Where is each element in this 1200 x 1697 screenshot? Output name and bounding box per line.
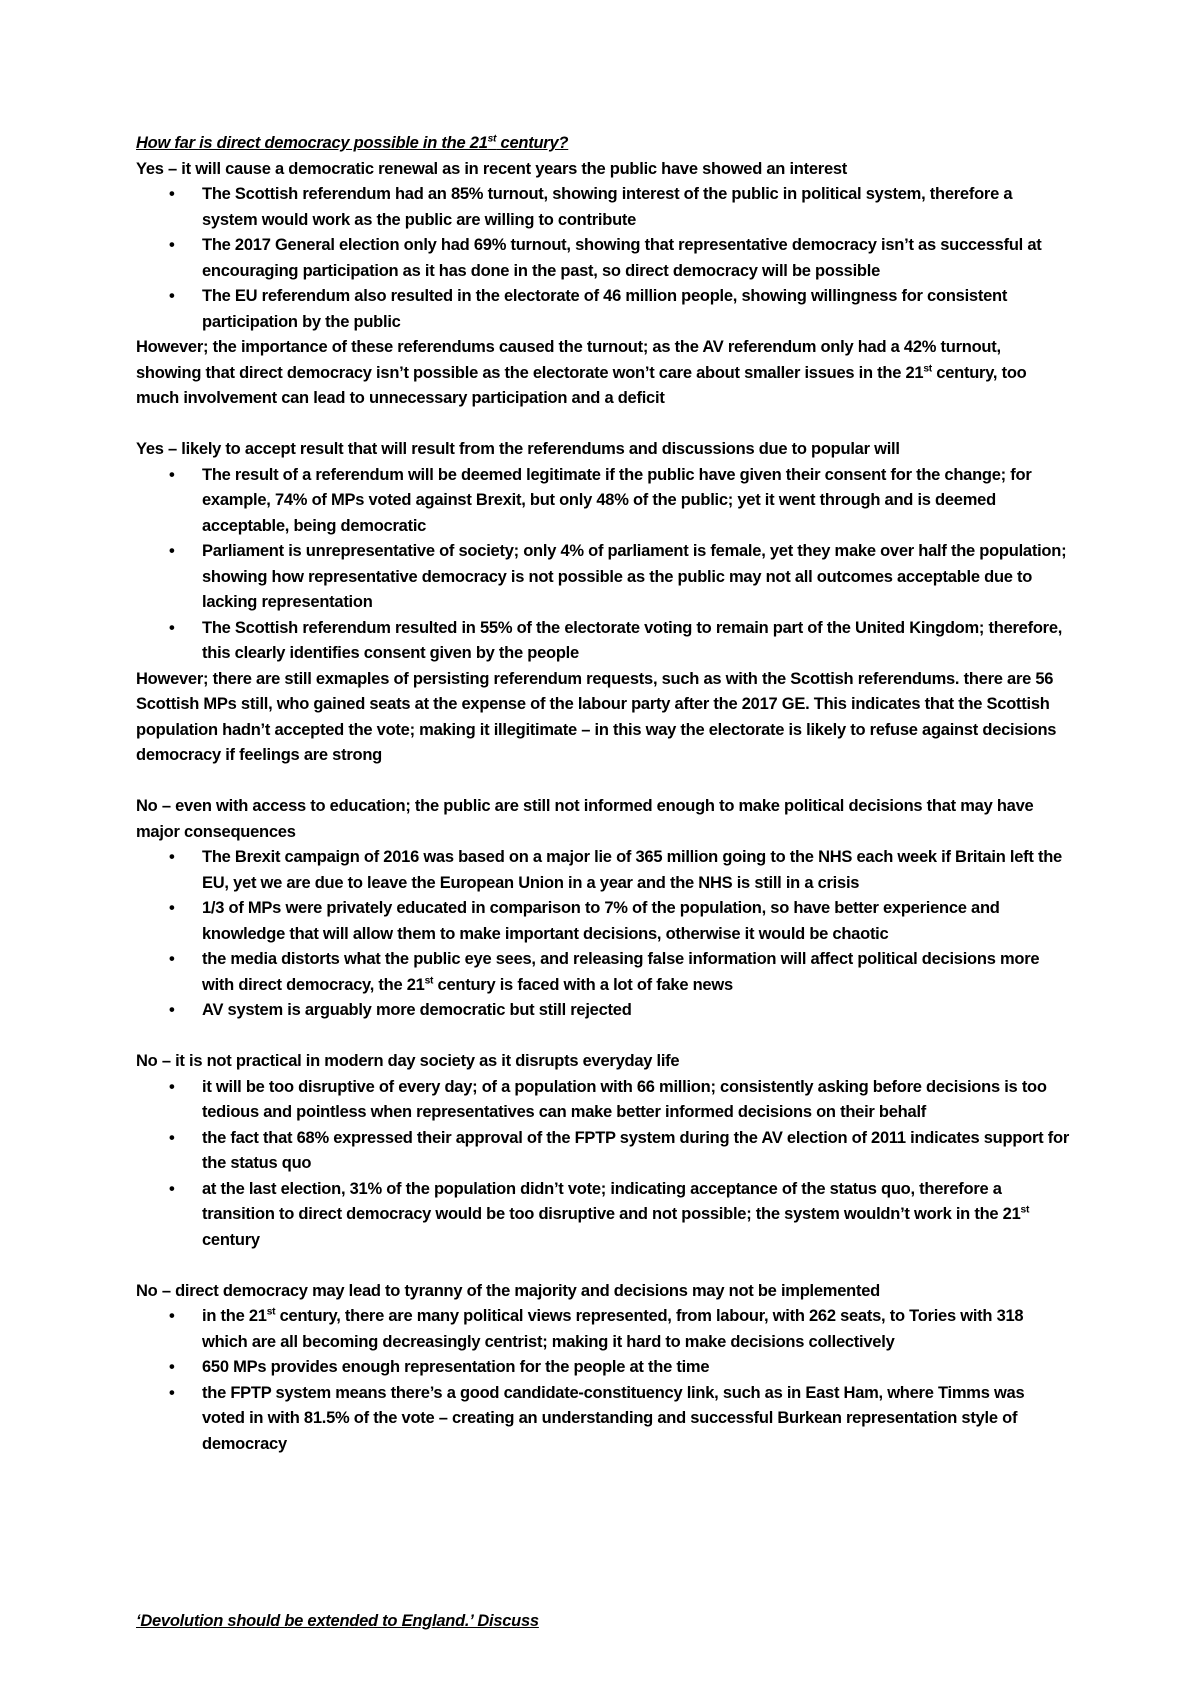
- bullet-icon: [169, 1075, 175, 1101]
- counter-argument: However; there are still exmaples of persisting referendum requests, such as with the Scottish referendums. there are 56 Scottish MPs still, who gained seats at the expense of the labour party after the 2017 GE. This indicates that the Scottish population hadn’t accepted the vote; making it illegitimate – in this way the electorate is likely to refuse against decisions democracy if feelings are strong: [136, 669, 1057, 764]
- bullet-text: 650 MPs provides enough representation for the people at the time: [202, 1358, 710, 1376]
- list-item: [136, 998, 1070, 1024]
- bullet-text: The 2017 General election only had 69% turnout, showing that representative democracy isn’t as successful at encouraging participation as it has done in the past, so direct democracy will be possible: [202, 236, 1042, 280]
- section-yes-accept-results: [136, 437, 1070, 769]
- list-item: [136, 463, 1070, 540]
- next-question-title: ‘Devolution should be extended to England.’ Discuss: [136, 1612, 539, 1630]
- list-item: [136, 233, 1070, 284]
- bullet-icon: [169, 947, 175, 973]
- section-no-tyranny-of-majority: [136, 1279, 1070, 1458]
- bullet-icon: [169, 1126, 175, 1152]
- list-item: [136, 947, 1070, 998]
- bullet-text: 1/3 of MPs were privately educated in comparison to 7% of the population, so have better experience and knowledge that will allow them to make important decisions, otherwise it would be chaotic: [202, 899, 1000, 943]
- list-item: [136, 1075, 1070, 1126]
- bullet-text: AV system is arguably more democratic but still rejected: [202, 1001, 632, 1019]
- bullet-text: The result of a referendum will be deemed legitimate if the public have given their consent for the change; for example, 74% of MPs voted against Brexit, but only 48% of the public; yet it went through and is deemed acceptable, being democratic: [202, 465, 1032, 535]
- list-item: [136, 539, 1070, 616]
- bullet-icon: [169, 463, 175, 489]
- list-item: [136, 896, 1070, 947]
- list-item: [136, 616, 1070, 667]
- bullet-text: The Brexit campaign of 2016 was based on a major lie of 365 million going to the NHS each week if Britain left the EU, yet we are due to leave the European Union in a year and the NHS is still in a crisis: [202, 848, 1062, 892]
- section-no-uninformed-public: [136, 794, 1070, 1024]
- list-item: [136, 1177, 1070, 1254]
- list-item: [136, 182, 1070, 233]
- bullet-icon: [169, 284, 175, 310]
- bullet-icon: [169, 998, 175, 1024]
- bullet-text: Parliament is unrepresentative of society; only 4% of parliament is female, yet they make over half the population; showing how representative democracy is not possible as the public may not all outcomes acceptable due to lacking representation: [202, 542, 1067, 611]
- bullet-text: in the 21st century, there are many political views represented, from labour, with 262 seats, to Tories with 318 which are all becoming decreasingly centrist; making it hard to make decisions collectively: [202, 1306, 1024, 1351]
- section-yes-democratic-renewal: [136, 157, 1070, 412]
- bullet-text: the media distorts what the public eye sees, and releasing false information will affect political decisions more with direct democracy, the 21st century is faced with a lot of fake news: [202, 950, 1040, 994]
- argument-lead: No – it is not practical in modern day society as it disrupts everyday life: [136, 1052, 680, 1070]
- bullet-text: at the last election, 31% of the population didn’t vote; indicating acceptance of the status quo, therefore a transition to direct democracy would be too disruptive and not possible; the system wouldn’t work in the 21st century: [202, 1179, 1030, 1249]
- bullet-icon: [169, 1177, 175, 1203]
- bullet-text: The Scottish referendum had an 85% turnout, showing interest of the public in political system, therefore a system would work as the public are willing to contribute: [202, 185, 1013, 229]
- bullet-text: the FPTP system means there’s a good candidate-constituency link, such as in East Ham, where Timms was voted in with 81.5% of the vote – creating an understanding and successful Burkean representation style of democracy: [202, 1383, 1025, 1453]
- bullet-icon: [169, 845, 175, 871]
- list-item: [136, 1355, 1070, 1381]
- bullet-icon: [169, 616, 175, 642]
- list-item: [136, 1126, 1070, 1177]
- bullet-icon: [169, 1355, 175, 1381]
- list-item: [136, 284, 1070, 335]
- bullet-text: The EU referendum also resulted in the electorate of 46 million people, showing willingness for consistent participation by the public: [202, 287, 1008, 331]
- list-item: [136, 1381, 1070, 1458]
- list-item: [136, 845, 1070, 896]
- argument-lead: No – direct democracy may lead to tyranny of the majority and decisions may not be implemented: [136, 1281, 880, 1300]
- argument-lead: Yes – it will cause a democratic renewal as in recent years the public have showed an interest: [136, 159, 848, 178]
- document-title: How far is direct democracy possible in the 21st century?: [136, 133, 569, 152]
- bullet-icon: [169, 1381, 175, 1407]
- argument-lead: No – even with access to education; the public are still not informed enough to make political decisions that may have major consequences: [136, 797, 1034, 841]
- bullet-icon: [169, 182, 175, 208]
- bullet-text: the fact that 68% expressed their approval of the FPTP system during the AV election of 2011 indicates support for the status quo: [202, 1128, 1069, 1172]
- bullet-text: The Scottish referendum resulted in 55% of the electorate voting to remain part of the United Kingdom; therefore, this clearly identifies consent given by the people: [202, 618, 1063, 662]
- section-no-not-practical: [136, 1049, 1070, 1253]
- argument-lead: Yes – likely to accept result that will result from the referendums and discussions due to popular will: [136, 440, 900, 458]
- counter-argument: However; the importance of these referendums caused the turnout; as the AV referendum only had a 42% turnout, showing that direct democracy isn’t possible as the electorate won’t care about smaller issues in the 21st century, too much involvement can lead to unnecessary participation and a deficit: [136, 338, 1027, 407]
- bullet-icon: [169, 1304, 175, 1330]
- bullet-icon: [169, 539, 175, 565]
- bullet-icon: [169, 896, 175, 922]
- bullet-text: it will be too disruptive of every day; of a population with 66 million; consistently asking before decisions is too tedious and pointless when representatives can make better informed decisions on their behalf: [202, 1077, 1047, 1121]
- list-item: [136, 1304, 1070, 1355]
- bullet-icon: [169, 233, 175, 259]
